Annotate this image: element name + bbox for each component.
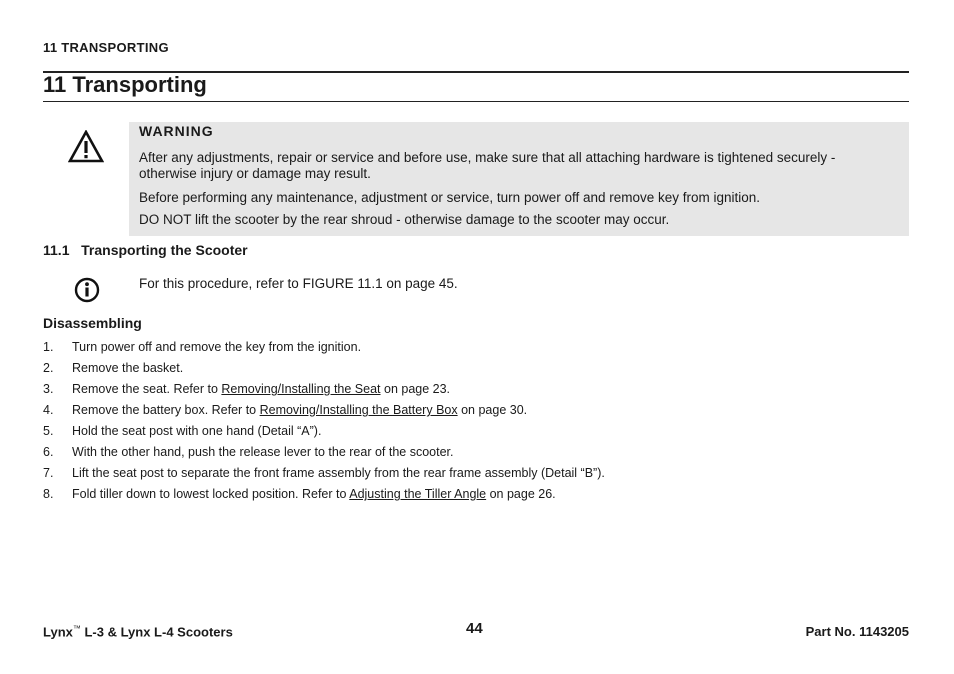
- list-item: [43, 359, 903, 380]
- list-item: [43, 464, 903, 485]
- step-text: Lift the seat post to separate the front frame assembly from the rear frame assembly (Detail “B”).: [72, 466, 605, 480]
- step-text: Fold tiller down to lowest locked position. Refer to Adjusting the Tiller Angle on page 26.: [72, 487, 556, 501]
- footer-part-number: Part No. 1143205: [805, 624, 909, 639]
- step-number: 6.: [43, 445, 54, 459]
- step-number: 4.: [43, 403, 54, 417]
- link-removing-installing-seat[interactable]: Removing/Installing the Seat: [221, 382, 381, 396]
- list-item: [43, 380, 903, 401]
- running-head: 11 TRANSPORTING: [43, 40, 169, 55]
- section-title: 11.1 Transporting the Scooter: [43, 242, 248, 258]
- list-item: [43, 443, 903, 464]
- warning-paragraph: After any adjustments, repair or service and before use, make sure that all attaching hardware is tightened securely - otherwise injury or damage may result.: [139, 150, 836, 181]
- page-number: 44: [466, 620, 483, 637]
- warning-paragraph: Before performing any maintenance, adjustment or service, turn power off and remove key from ignition.: [139, 190, 761, 205]
- subsection-title: Disassembling: [43, 315, 142, 331]
- steps-list: [43, 338, 903, 506]
- step-text: Remove the basket.: [72, 361, 184, 375]
- step-number: 2.: [43, 361, 54, 375]
- step-text: Remove the battery box. Refer to Removing/Installing the Battery Box on page 30.: [72, 403, 528, 417]
- chapter-title: 11 Transporting: [43, 72, 207, 97]
- step-text: Turn power off and remove the key from the ignition.: [72, 340, 362, 354]
- list-item: [43, 401, 903, 422]
- info-text: For this procedure, refer to FIGURE 11.1 on page 45.: [139, 276, 458, 291]
- info-icon: [74, 277, 100, 303]
- title-rule-bottom: [43, 101, 909, 102]
- step-number: 3.: [43, 382, 54, 396]
- step-number: 7.: [43, 466, 54, 480]
- link-removing-installing-battery-box[interactable]: Removing/Installing the Battery Box: [259, 403, 458, 417]
- warning-title: WARNING: [139, 123, 214, 139]
- footer-product-name: Lynx™ L-3 & Lynx L-4 Scooters: [43, 624, 233, 640]
- warning-paragraph: DO NOT lift the scooter by the rear shroud - otherwise damage to the scooter may occur.: [139, 212, 670, 227]
- step-text: Hold the seat post with one hand (Detail “A”).: [72, 424, 322, 438]
- warning-triangle-icon: [68, 130, 104, 164]
- link-adjusting-tiller-angle[interactable]: Adjusting the Tiller Angle: [349, 487, 487, 501]
- step-text: With the other hand, push the release lever to the rear of the scooter.: [72, 445, 454, 459]
- list-item: [43, 338, 903, 359]
- step-number: 1.: [43, 340, 54, 354]
- list-item: [43, 422, 903, 443]
- step-number: 5.: [43, 424, 54, 438]
- list-item: [43, 485, 903, 506]
- step-number: 8.: [43, 487, 54, 501]
- step-text: Remove the seat. Refer to Removing/Installing the Seat on page 23.: [72, 382, 451, 396]
